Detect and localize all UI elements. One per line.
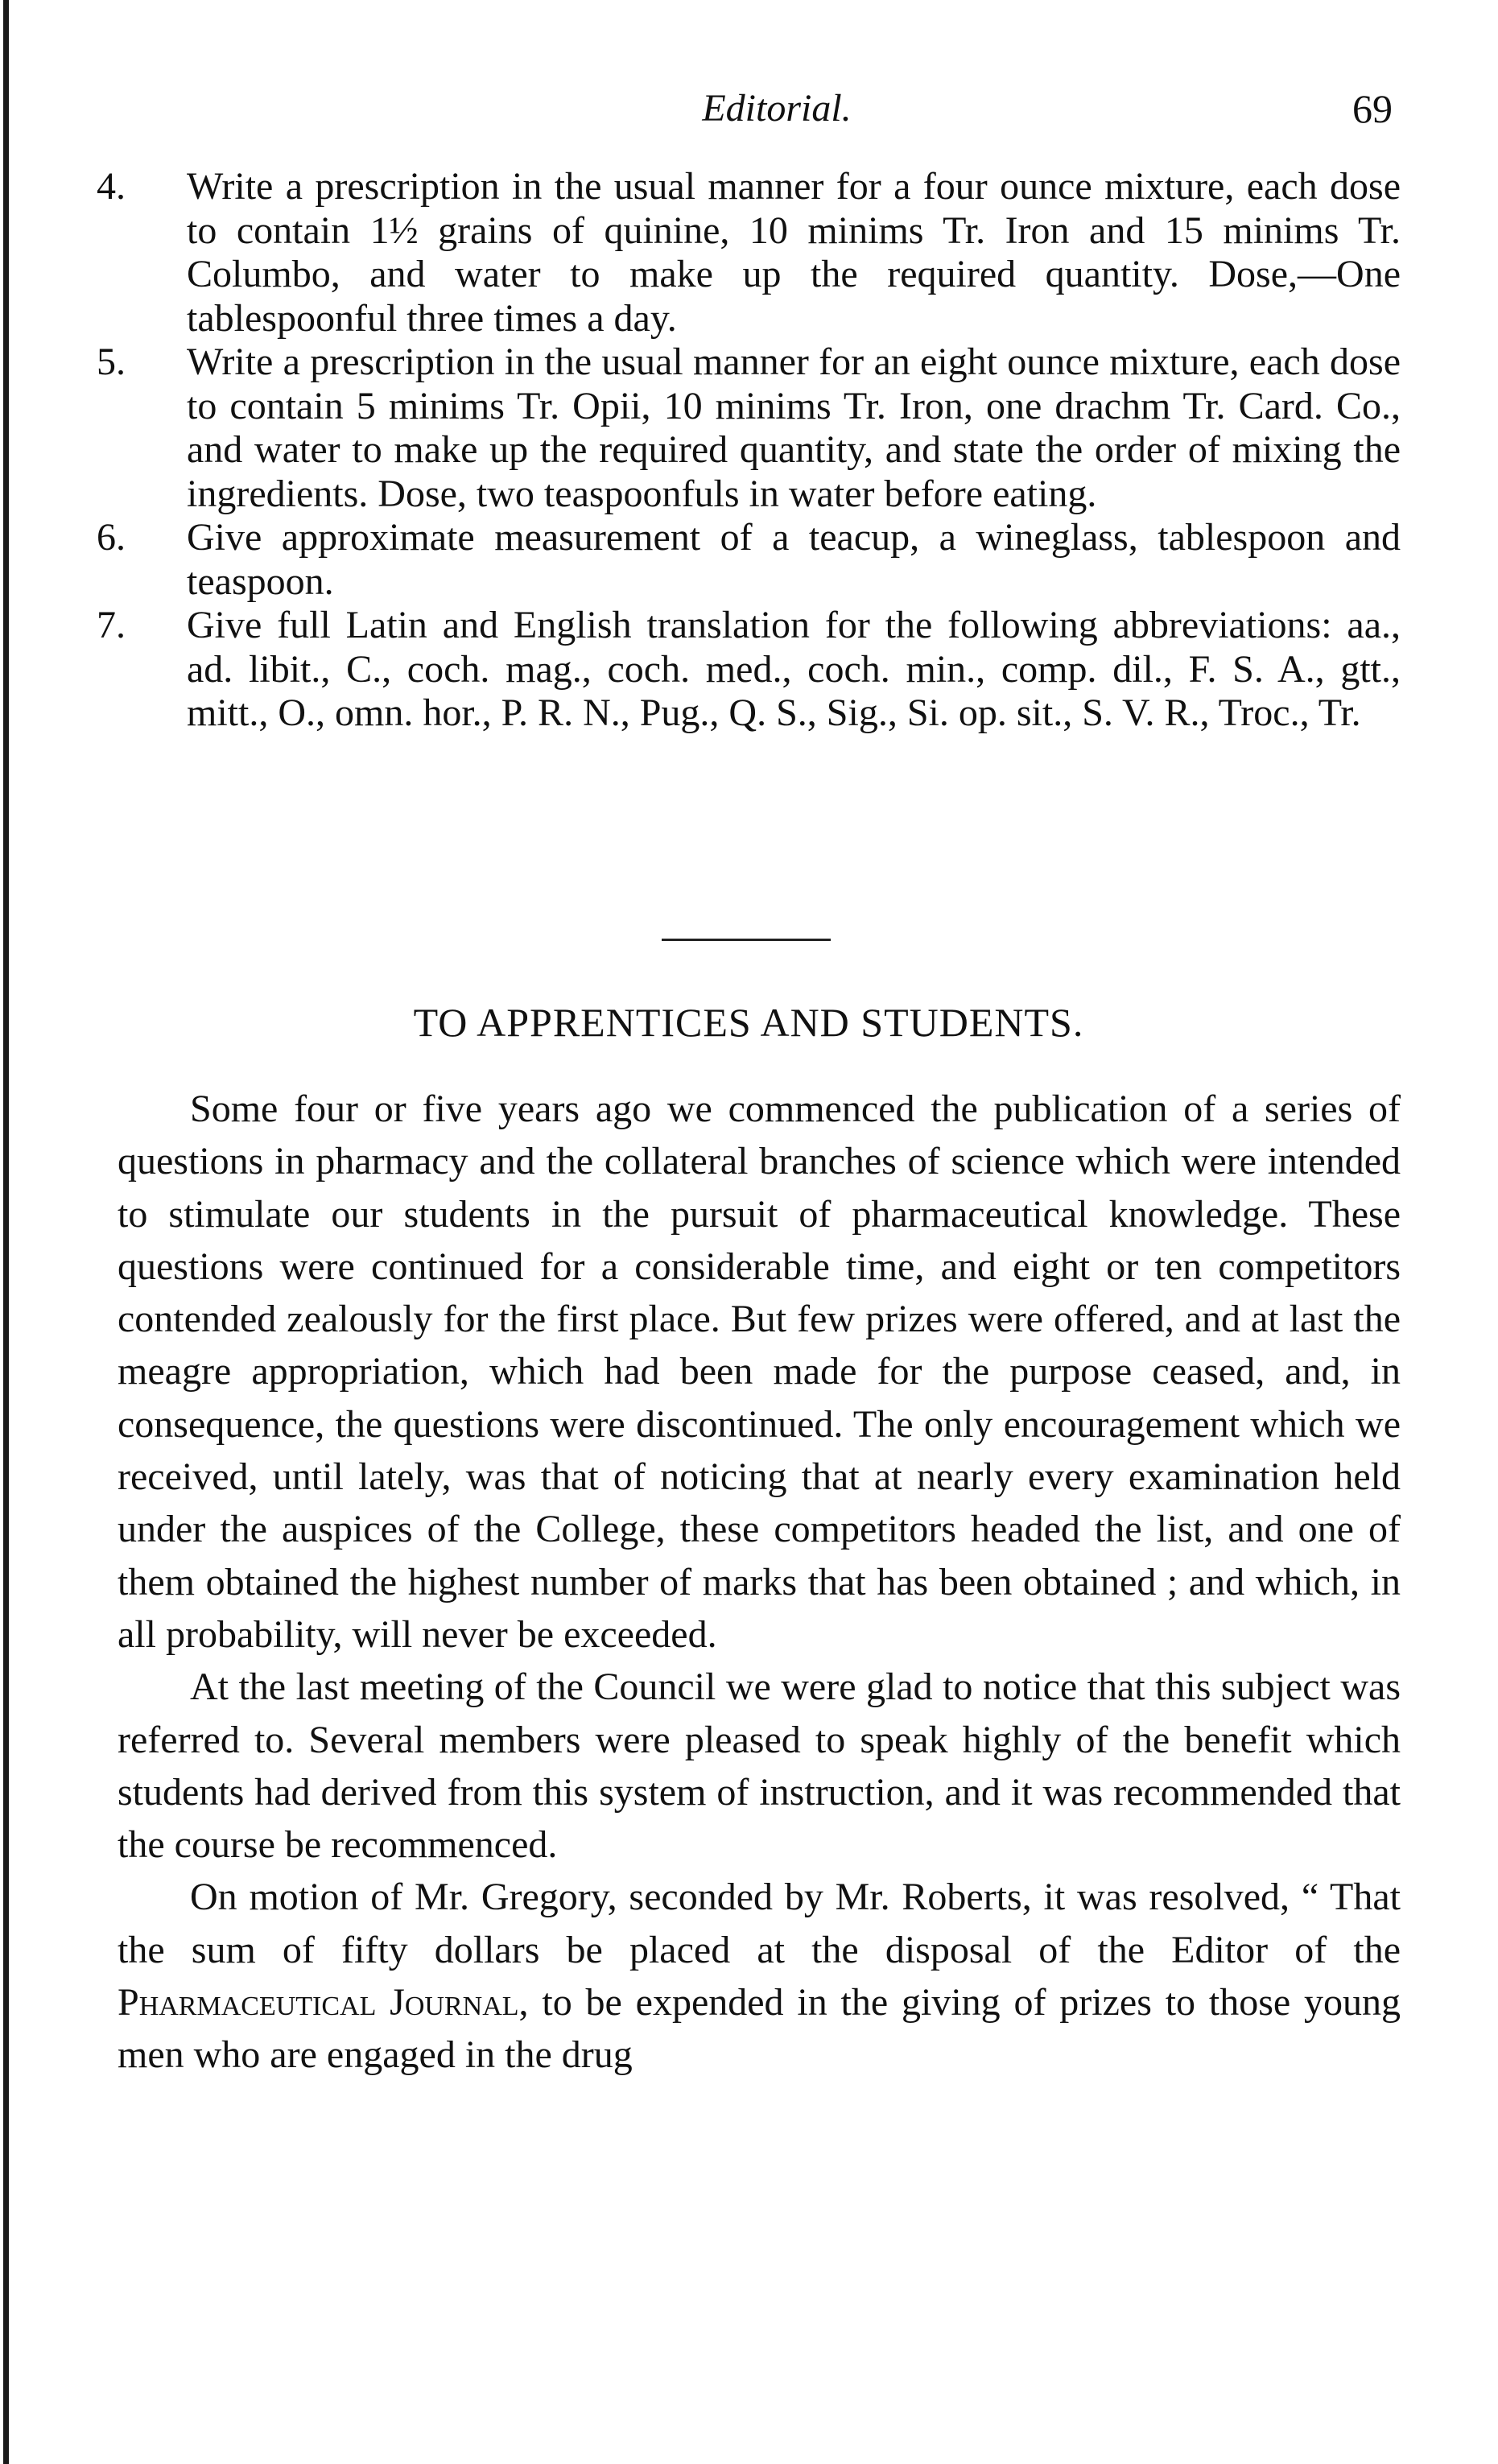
article-body — [118, 1083, 1401, 2082]
question-item — [97, 604, 1401, 736]
question-list — [97, 165, 1401, 736]
section-divider — [662, 939, 831, 941]
question-text: Write a prescription in the usual manner for an eight ounce mixture, each dose to contain 5 minims Tr. Opii, 10 minims Tr. Iron, one drachm Tr. Card. Co., and water to make up the required quantity, and state the order of mixing the ingredients. Dose, two teaspoonfuls in water before eating. — [187, 341, 1401, 515]
page-number: 69 — [1352, 86, 1393, 131]
paragraph — [118, 1871, 1401, 2081]
question-number: 6. — [97, 516, 126, 559]
question-item — [97, 165, 1401, 341]
question-text: Write a prescription in the usual manner for a four ounce mixture, each dose to contain 1½ grains of quinine, 10 minims Tr. Iron and 15 minims Tr. Columbo, and water to make up the required quantity. Dose,—One tablespoonful three times a day. — [187, 165, 1401, 340]
question-item — [97, 341, 1401, 516]
question-text: Give approximate measurement of a teacup, a wineglass, tablespoon and teaspoon. — [187, 516, 1401, 603]
question-number: 5. — [97, 341, 126, 383]
question-number: 4. — [97, 165, 126, 208]
running-title: Editorial. — [702, 87, 852, 130]
question-number: 7. — [97, 604, 126, 646]
paragraph: Some four or five years ago we commenced the publication of a series of questions in pharmacy and the collateral branches of science which were intended to stimulate our students in the pursuit of pharmaceutical knowledge. These questions were continued for a considerable time, and eight or ten competitors contended zealously for the first place. But few prizes were offered, and at last the meagre appropriation, which had been made for the purpose ceased, and, in consequence, the questions were discontinued. The only encouragement which we received, until lately, was that of noticing that at nearly every examination held under the auspices of the College, these competitors headed the list, and one of them obtained the highest number of marks that has been obtained ; and which, in all probability, will never be exceeded. — [118, 1088, 1401, 1656]
question-item — [97, 516, 1401, 604]
section-title: TO APPRENTICES AND STUDENTS. — [413, 1000, 1084, 1045]
paragraph: At the last meeting of the Council we were glad to notice that this subject was referred to. Several members were pleased to speak highly of the benefit which students had derived from this system of instruction, and it was recommended that the course be recommenced. — [118, 1665, 1401, 1867]
running-head — [161, 80, 1393, 137]
question-text: Give full Latin and English translation for the following abbreviations: aa., ad. libit., C., coch. mag., coch. med., coch. min., comp. dil., F. S. A., gtt., mitt., O., omn. hor., P. R. N., Pug., Q. S., Sig., Si. op. sit., S. V. R., Troc., Tr. — [187, 604, 1401, 734]
paragraph-text: On motion of Mr. Gregory, seconded by Mr. Roberts, it was resolved, “ That the sum of fifty dollars be placed at the disposal of the Editor of the — [118, 1876, 1401, 1971]
journal-name: Pharmaceutical Journal — [118, 1981, 519, 2024]
paragraph-text: , to be expended in the giving of prizes to those young men who are engaged in the drug — [118, 1981, 1401, 2077]
